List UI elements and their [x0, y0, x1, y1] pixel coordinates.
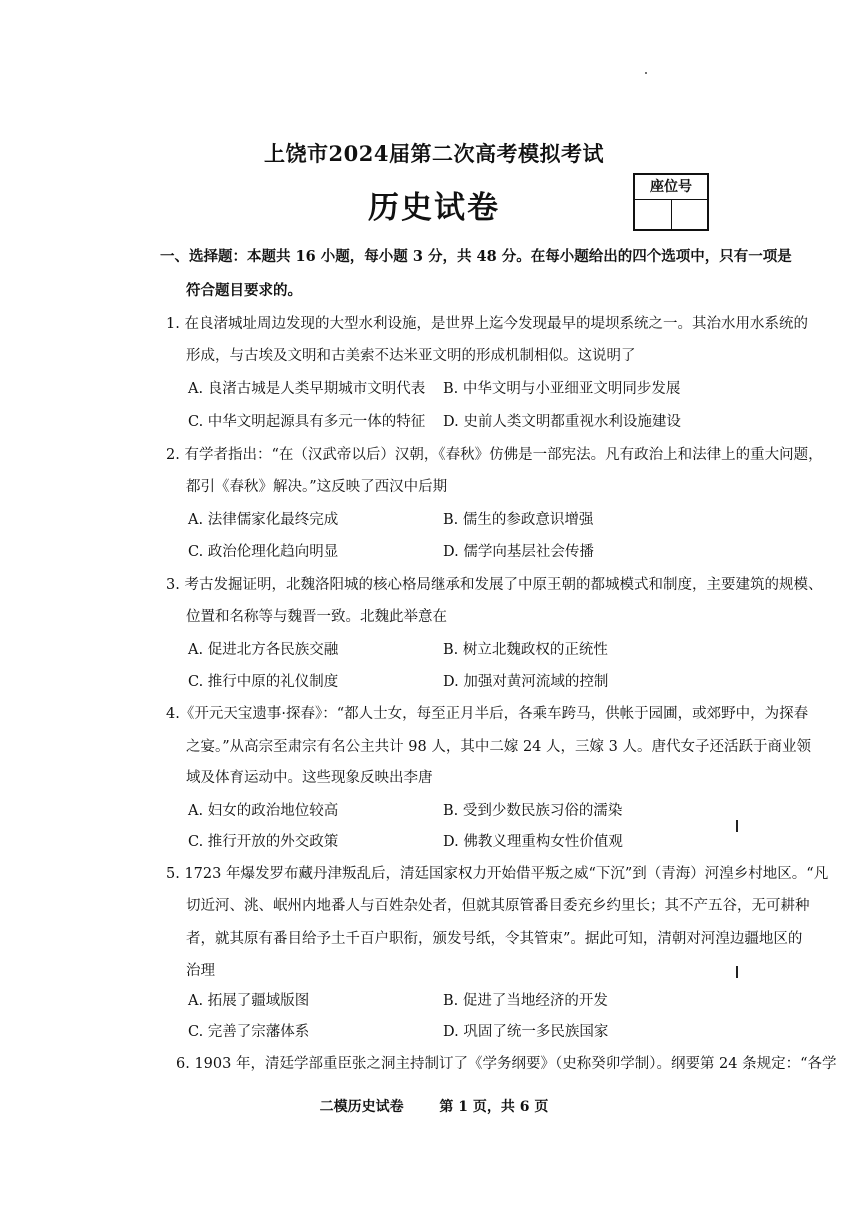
q1-line-1: 1. 在良渚城址周边发现的大型水利设施，是世界上迄今发现最早的堤坝系统之一。其治水用水系统的 — [166, 316, 808, 332]
q4-option-c: C. 推行开放的外交政策 — [188, 834, 339, 850]
q1-option-c: C. 中华文明起源具有多元一体的特征 — [188, 414, 426, 430]
q1-option-d: D. 史前人类文明都重视水利设施建设 — [443, 414, 681, 430]
q5-option-d: D. 巩固了统一多民族国家 — [443, 1024, 609, 1040]
q6-line-1: 6. 1903 年，清廷学部重臣张之洞主持制订了《学务纲要》（史称癸卯学制）。纲要第 24 条规定：“各学 — [176, 1056, 837, 1072]
scan-margin-mark — [736, 820, 738, 832]
page-footer — [0, 1096, 868, 1116]
q1-option-a: A. 良渚古城是人类早期城市文明代表 — [188, 381, 426, 397]
seat-number-cells — [635, 200, 707, 230]
q5-line-4: 治理 — [186, 963, 215, 979]
q3-option-b: B. 树立北魏政权的正统性 — [443, 642, 608, 658]
q5-option-c: C. 完善了宗藩体系 — [188, 1024, 310, 1040]
q2-line-1: 2. 有学者指出：“在（汉武帝以后）汉朝，《春秋》仿佛是一部宪法。凡有政治上和法律上的重大问题， — [166, 447, 823, 463]
q3-line-1: 3. 考古发掘证明，北魏洛阳城的核心格局继承和发展了中原王朝的都城模式和制度，主要建筑的规模、 — [166, 577, 823, 593]
seat-cell-left — [635, 200, 672, 230]
scan-margin-mark — [736, 966, 738, 978]
seat-number-label: 座位号 — [635, 175, 707, 200]
q5-line-3: 者，就其原有番目给予土千百户职衔，颁发号纸，令其管束”。据此可知，清朝对河湟边疆地区的 — [186, 931, 803, 947]
q2-line-2: 都引《春秋》解决。”这反映了西汉中后期 — [186, 479, 448, 495]
q2-option-c: C. 政治伦理化趋向明显 — [188, 544, 339, 560]
q4-option-d: D. 佛教义理重构女性价值观 — [443, 834, 623, 850]
q4-option-a: A. 妇女的政治地位较高 — [188, 803, 339, 819]
subject-title: 历史试卷 — [368, 190, 500, 226]
seat-cell-right — [672, 200, 708, 230]
q2-option-b: B. 儒生的参政意识增强 — [443, 512, 594, 528]
q2-option-a: A. 法律儒家化最终完成 — [188, 512, 339, 528]
section-heading-line-1: 一、选择题：本题共 16 小题，每小题 3 分，共 48 分。在每小题给出的四个选项中，只有一项是 — [160, 248, 792, 265]
q5-option-b: B. 促进了当地经济的开发 — [443, 993, 608, 1009]
q1-option-b: B. 中华文明与小亚细亚文明同步发展 — [443, 381, 681, 397]
q4-option-b: B. 受到少数民族习俗的濡染 — [443, 803, 623, 819]
q4-line-1: 4.《开元天宝遗事·探春》：“都人士女，每至正月半后，各乘车跨马，供帐于园圃，或郊野中，为探春 — [166, 706, 809, 722]
footer-page-number: 第 1 页，共 6 页 — [439, 1099, 549, 1115]
q4-line-3: 域及体育运动中。这些现象反映出李唐 — [186, 770, 433, 786]
scan-speck — [645, 72, 647, 74]
exam-title: 上饶市2024届第二次高考模拟考试 — [264, 141, 604, 166]
q5-line-1: 5. 1723 年爆发罗布藏丹津叛乱后，清廷国家权力开始借平叛之威“下沉”到（青海）河湟乡村地区。“凡 — [166, 866, 829, 882]
q2-option-d: D. 儒学向基层社会传播 — [443, 544, 594, 560]
q3-option-d: D. 加强对黄河流域的控制 — [443, 674, 609, 690]
q5-option-a: A. 拓展了疆域版图 — [188, 993, 310, 1009]
q3-option-c: C. 推行中原的礼仪制度 — [188, 674, 339, 690]
q5-line-2: 切近河、洮、岷州内地番人与百姓杂处者，但就其原管番目委充乡约里长；其不产五谷，无可耕种 — [186, 898, 810, 914]
q1-line-2: 形成，与古埃及文明和古美索不达米亚文明的形成机制相似。这说明了 — [186, 348, 636, 364]
q4-line-2: 之宴。”从高宗至肃宗有名公主共计 98 人，其中二嫁 24 人，三嫁 3 人。唐代女子还活跃于商业领 — [186, 739, 811, 755]
seat-number-box — [633, 173, 709, 231]
footer-paper-name: 二模历史试卷 — [319, 1099, 404, 1115]
section-heading-line-2: 符合题目要求的。 — [186, 282, 302, 299]
q3-option-a: A. 促进北方各民族交融 — [188, 642, 339, 658]
q3-line-2: 位置和名称等与魏晋一致。北魏此举意在 — [186, 609, 447, 625]
